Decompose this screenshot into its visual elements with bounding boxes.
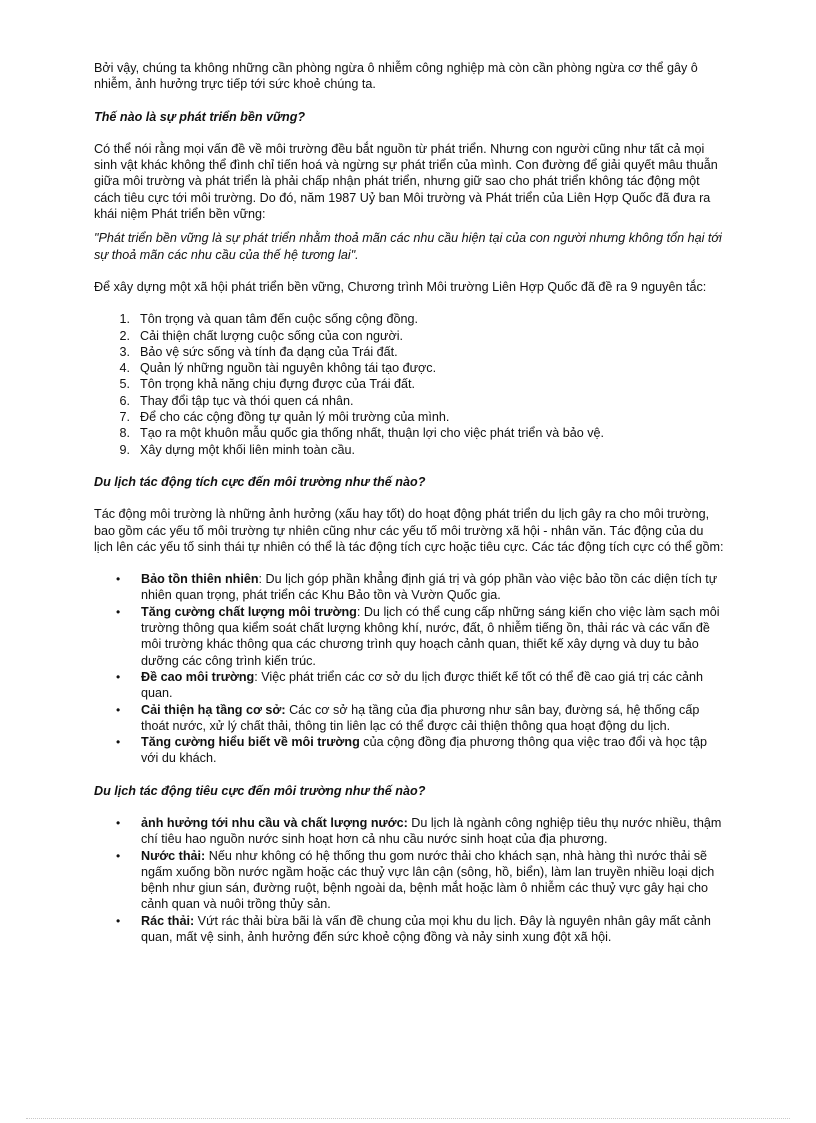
sustainable-development-paragraph: Có thể nói rằng mọi vấn đề về môi trường đều bắt nguồn từ phát triển. Nhưng con người cũng như tất cả mọi sinh vật khác không thể đình chỉ tiến hoá và ngừng sự phát triển của mình. Con đường để giải quyết mâu thuẫn giữa môi trường và phát triển là phải chấp nhận phát triển, nhưng giữ sao cho phát triển không tác động một cách tiêu cực tới môi trường. Do đó, năm 1987 Uỷ ban Môi trường và Phát triển của Liên Hợp Quốc đã đưa ra khái niệm Phát triển bền vững:: [94, 141, 718, 222]
heading-positive-impact: Du lịch tác động tích cực đến môi trường như thế nào?: [94, 474, 426, 489]
item-text: : Du lịch góp phần khẳng định giá trị và góp phần vào việc bảo tồn các diện tích tự nhiên quan trọng, phát triển các Khu Bảo tồn và Vườn Quốc gia.: [141, 572, 718, 603]
list-number: 3.: [119, 344, 130, 359]
list-item: [94, 815, 724, 848]
list-item: [94, 571, 724, 604]
bullet-icon: •: [116, 604, 121, 619]
list-item: [94, 376, 724, 392]
list-item-text: Tôn trọng và quan tâm đến cuộc sống cộng đồng.: [140, 312, 418, 327]
list-number: 4.: [119, 361, 130, 376]
intro-paragraph: Bởi vậy, chúng ta không những cần phòng ngừa ô nhiễm công nghiệp mà còn cần phòng ngừa cơ thể gây ô nhiễm, ảnh hưởng trực tiếp tới sức khoẻ chúng ta.: [94, 61, 698, 92]
list-item: [94, 328, 724, 344]
item-lead: Cải thiện hạ tầng cơ sở:: [141, 702, 286, 717]
bullet-icon: •: [116, 735, 121, 750]
list-item: [94, 409, 724, 425]
document-page: [94, 60, 724, 945]
list-item-text: Cải thiện chất lượng cuộc sống của con người.: [140, 328, 404, 343]
list-item-text: Tôn trọng khả năng chịu đựng được của Trái đất.: [140, 377, 416, 392]
list-item: [94, 702, 724, 735]
item-lead: Đề cao môi trường: [141, 669, 255, 684]
bullet-icon: •: [116, 913, 121, 928]
bullet-icon: •: [116, 815, 121, 830]
bullet-icon: •: [116, 669, 121, 684]
item-text: : Việc phát triển các cơ sở du lịch được thiết kế tốt có thể đề cao giá trị các cảnh quan.: [141, 669, 704, 701]
list-item: [94, 913, 724, 946]
list-item: [94, 669, 724, 702]
list-item-text: Để cho các cộng đồng tự quản lý môi trường của mình.: [140, 410, 450, 425]
item-lead: Tăng cường chất lượng môi trường: [141, 604, 357, 619]
list-item: [94, 311, 724, 327]
item-text: Các cơ sở hạ tầng của địa phương như sân bay, đường sá, hệ thống cấp thoát nước, xử lý chất thải, thông tin liên lạc có thể được cải thiện thông qua hoạt động du lịch.: [141, 702, 700, 733]
list-item: [94, 848, 724, 913]
list-number: 7.: [119, 410, 130, 425]
item-text: Du lịch là ngành công nghiệp tiêu thụ nước nhiều, thậm chí tiêu hao nguồn nước sinh hoạt hơn cả nhu cầu nước sinh hoạt của địa phương.: [141, 815, 722, 847]
item-lead: ảnh hưởng tới nhu cầu và chất lượng nước:: [141, 815, 408, 830]
list-item: [94, 344, 724, 360]
list-number: 1.: [119, 312, 130, 327]
list-item-text: Tạo ra một khuôn mẫu quốc gia thống nhất, thuận lợi cho việc phát triển và bảo vệ.: [140, 426, 605, 441]
list-number: 2.: [119, 328, 130, 343]
definition-quote: "Phát triển bền vững là sự phát triển nhằm thoả mãn các nhu cầu hiện tại của con người nhưng không tổn hại tới sự thoả mãn các nhu cầu của thế hệ tương lai".: [94, 231, 722, 262]
negative-impact-list: [94, 815, 724, 945]
list-item: [94, 425, 724, 441]
item-lead: Bảo tồn thiên nhiên: [141, 572, 259, 587]
list-item: [94, 393, 724, 409]
item-lead: Tăng cường hiểu biết về môi trường: [141, 735, 360, 750]
list-number: 9.: [119, 442, 130, 457]
item-text: Vứt rác thải bừa bãi là vấn đề chung của mọi khu du lịch. Đây là nguyên nhân gây mất cảnh quan, mất vệ sinh, ảnh hưởng đến sức khoẻ cộng đồng và nảy sinh xung đột xã hội.: [141, 913, 711, 945]
list-number: 5.: [119, 377, 130, 392]
principles-list: [94, 311, 724, 458]
list-item: [94, 442, 724, 458]
item-lead: Nước thải:: [141, 848, 206, 863]
heading-negative-impact: Du lịch tác động tiêu cực đến môi trường như thế nào?: [94, 783, 426, 798]
list-item-text: Quản lý những nguồn tài nguyên không tái tạo được.: [140, 361, 437, 376]
page-bottom-divider: [26, 1118, 790, 1119]
list-item-text: Thay đổi tập tục và thói quen cá nhân.: [140, 393, 354, 408]
bullet-icon: •: [116, 848, 121, 863]
bullet-icon: •: [116, 702, 121, 717]
positive-impact-paragraph: Tác động môi trường là những ảnh hưởng (xấu hay tốt) do hoạt động phát triển du lịch gây ra cho môi trường, bao gồm các yếu tố môi trường tự nhiên cũng như các yếu tố môi trường xã hội - nhân văn. Tác động của du lịch lên các yếu tố sinh thái tự nhiên có thể là tác động tích cực hoặc tiêu cực. Các tác động tích cực có thể gồm:: [94, 507, 724, 554]
item-text: của cộng đồng địa phương thông qua việc trao đổi và học tập với du khách.: [141, 735, 707, 766]
item-text: : Du lịch có thể cung cấp những sáng kiến cho việc làm sạch môi trường thông qua kiểm soát chất lượng không khí, nước, đất, ô nhiễm tiếng ồn, thải rác và các vấn đề môi trường khác thông qua các chương trình quy hoạch cảnh quan, thiết kế xây dựng và duy tu bảo dưỡng các công trình kiến trúc.: [141, 604, 720, 668]
principles-intro: Để xây dựng một xã hội phát triển bền vững, Chương trình Môi trường Liên Hợp Quốc đã đề ra 9 nguyên tắc:: [94, 279, 707, 294]
list-item: [94, 360, 724, 376]
list-number: 6.: [119, 393, 130, 408]
list-item: [94, 604, 724, 669]
item-lead: Rác thải:: [141, 913, 195, 928]
heading-sustainable-development: Thế nào là sự phát triển bền vững?: [94, 109, 306, 124]
list-item-text: Bảo vệ sức sống và tính đa dạng của Trái đất.: [140, 344, 398, 359]
item-text: Nếu như không có hệ thống thu gom nước thải cho khách sạn, nhà hàng thì nước thải sẽ ngấm xuống bồn nước ngầm hoặc các thuỷ vực lân cận (sông, hồ, biển), làm lan truyền nhiều loại dịch bệnh như giun sán, đường ruột, bệnh ngoài da, bệnh mắt hoặc làm ô nhiễm các thuỷ vực gây hại cho cảnh quan và nuôi trồng thủy sản.: [141, 848, 715, 912]
bullet-icon: •: [116, 572, 121, 587]
list-item-text: Xây dựng một khối liên minh toàn cầu.: [140, 442, 355, 457]
list-item: [94, 734, 724, 767]
list-number: 8.: [119, 426, 130, 441]
positive-impact-list: [94, 571, 724, 767]
